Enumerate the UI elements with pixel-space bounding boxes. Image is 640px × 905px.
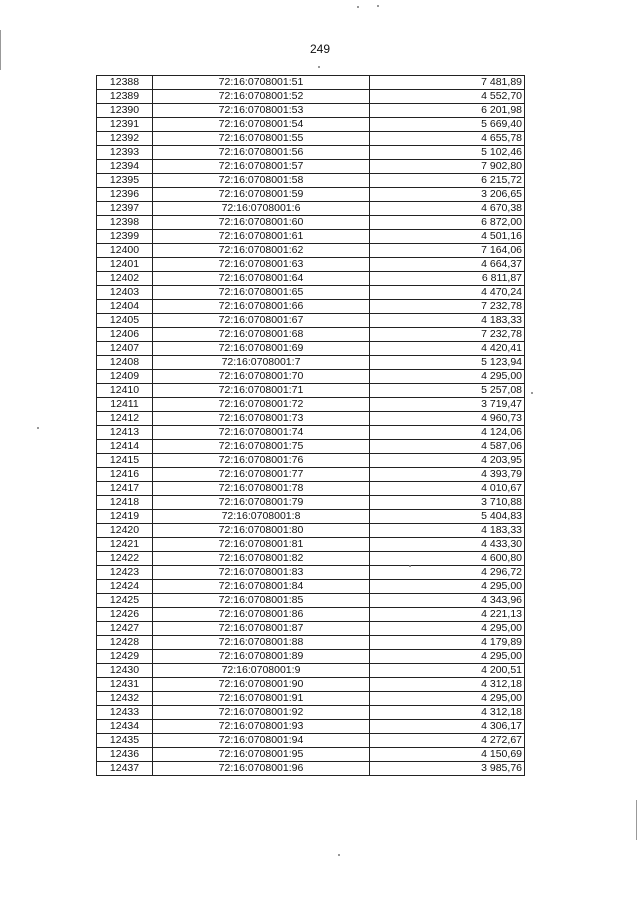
table-row xyxy=(97,664,525,678)
cadastral-number-cell: 72:16:0708001:68 xyxy=(153,328,370,342)
table-row xyxy=(97,496,525,510)
cadastral-number-cell: 72:16:0708001:93 xyxy=(153,720,370,734)
row-number-cell: 12424 xyxy=(97,580,153,594)
table-row xyxy=(97,76,525,90)
table-row xyxy=(97,244,525,258)
cadastral-number-cell: 72:16:0708001:90 xyxy=(153,678,370,692)
value-cell: 4 306,17 xyxy=(370,720,525,734)
row-number-cell: 12429 xyxy=(97,650,153,664)
scan-speck xyxy=(357,6,359,8)
cadastral-number-cell: 72:16:0708001:60 xyxy=(153,216,370,230)
cadastral-number-cell: 72:16:0708001:59 xyxy=(153,188,370,202)
table-row xyxy=(97,692,525,706)
row-number-cell: 12406 xyxy=(97,328,153,342)
cadastral-number-cell: 72:16:0708001:51 xyxy=(153,76,370,90)
row-number-cell: 12436 xyxy=(97,748,153,762)
table-row xyxy=(97,622,525,636)
cadastral-number-cell: 72:16:0708001:86 xyxy=(153,608,370,622)
cadastral-number-cell: 72:16:0708001:82 xyxy=(153,552,370,566)
row-number-cell: 12427 xyxy=(97,622,153,636)
value-cell: 6 201,98 xyxy=(370,104,525,118)
value-cell: 5 102,46 xyxy=(370,146,525,160)
table-row xyxy=(97,384,525,398)
table-row xyxy=(97,300,525,314)
cadastral-number-cell: 72:16:0708001:66 xyxy=(153,300,370,314)
row-number-cell: 12403 xyxy=(97,286,153,300)
cadastral-number-cell: 72:16:0708001:94 xyxy=(153,734,370,748)
row-number-cell: 12398 xyxy=(97,216,153,230)
table-row xyxy=(97,188,525,202)
page-number: 249 xyxy=(309,42,331,56)
value-cell: 4 124,06 xyxy=(370,426,525,440)
cadastral-number-cell: 72:16:0708001:72 xyxy=(153,398,370,412)
table-row xyxy=(97,720,525,734)
value-cell: 5 123,94 xyxy=(370,356,525,370)
value-cell: 4 552,70 xyxy=(370,90,525,104)
row-number-cell: 12411 xyxy=(97,398,153,412)
cadastral-number-cell: 72:16:0708001:77 xyxy=(153,468,370,482)
table-row xyxy=(97,104,525,118)
table-row xyxy=(97,258,525,272)
scan-speck xyxy=(409,565,411,567)
value-cell: 4 960,73 xyxy=(370,412,525,426)
table-row xyxy=(97,482,525,496)
cadastral-number-cell: 72:16:0708001:67 xyxy=(153,314,370,328)
cadastral-number-cell: 72:16:0708001:85 xyxy=(153,594,370,608)
value-cell: 7 232,78 xyxy=(370,328,525,342)
row-number-cell: 12389 xyxy=(97,90,153,104)
row-number-cell: 12426 xyxy=(97,608,153,622)
table-row xyxy=(97,160,525,174)
row-number-cell: 12431 xyxy=(97,678,153,692)
cadastral-number-cell: 72:16:0708001:74 xyxy=(153,426,370,440)
table-row xyxy=(97,468,525,482)
row-number-cell: 12419 xyxy=(97,510,153,524)
row-number-cell: 12423 xyxy=(97,566,153,580)
cadastral-number-cell: 72:16:0708001:70 xyxy=(153,370,370,384)
value-cell: 4 295,00 xyxy=(370,580,525,594)
row-number-cell: 12432 xyxy=(97,692,153,706)
row-number-cell: 12395 xyxy=(97,174,153,188)
row-number-cell: 12421 xyxy=(97,538,153,552)
value-cell: 4 420,41 xyxy=(370,342,525,356)
row-number-cell: 12401 xyxy=(97,258,153,272)
value-cell: 4 183,33 xyxy=(370,524,525,538)
cadastral-number-cell: 72:16:0708001:79 xyxy=(153,496,370,510)
cadastral-number-cell: 72:16:0708001:65 xyxy=(153,286,370,300)
value-cell: 7 902,80 xyxy=(370,160,525,174)
row-number-cell: 12402 xyxy=(97,272,153,286)
table-row xyxy=(97,286,525,300)
value-cell: 3 719,47 xyxy=(370,398,525,412)
table-row xyxy=(97,608,525,622)
row-number-cell: 12428 xyxy=(97,636,153,650)
value-cell: 6 811,87 xyxy=(370,272,525,286)
table-row xyxy=(97,706,525,720)
cadastral-number-cell: 72:16:0708001:91 xyxy=(153,692,370,706)
cadastral-number-cell: 72:16:0708001:89 xyxy=(153,650,370,664)
row-number-cell: 12433 xyxy=(97,706,153,720)
cadastral-number-cell: 72:16:0708001:84 xyxy=(153,580,370,594)
value-cell: 5 257,08 xyxy=(370,384,525,398)
value-cell: 4 295,00 xyxy=(370,370,525,384)
table-row xyxy=(97,440,525,454)
value-cell: 4 343,96 xyxy=(370,594,525,608)
scan-speck xyxy=(37,427,39,429)
table-row xyxy=(97,552,525,566)
cadastral-number-cell: 72:16:0708001:62 xyxy=(153,244,370,258)
value-cell: 4 312,18 xyxy=(370,706,525,720)
value-cell: 4 295,00 xyxy=(370,622,525,636)
value-cell: 4 272,67 xyxy=(370,734,525,748)
value-cell: 4 221,13 xyxy=(370,608,525,622)
value-cell: 4 655,78 xyxy=(370,132,525,146)
cadastral-number-cell: 72:16:0708001:76 xyxy=(153,454,370,468)
cadastral-number-cell: 72:16:0708001:61 xyxy=(153,230,370,244)
table-row xyxy=(97,594,525,608)
row-number-cell: 12415 xyxy=(97,454,153,468)
value-cell: 6 215,72 xyxy=(370,174,525,188)
cadastral-number-cell: 72:16:0708001:53 xyxy=(153,104,370,118)
cadastral-number-cell: 72:16:0708001:64 xyxy=(153,272,370,286)
row-number-cell: 12388 xyxy=(97,76,153,90)
row-number-cell: 12405 xyxy=(97,314,153,328)
cadastral-number-cell: 72:16:0708001:83 xyxy=(153,566,370,580)
table-row xyxy=(97,356,525,370)
row-number-cell: 12399 xyxy=(97,230,153,244)
table-row xyxy=(97,678,525,692)
table-row xyxy=(97,342,525,356)
value-cell: 4 203,95 xyxy=(370,454,525,468)
cadastral-number-cell: 72:16:0708001:87 xyxy=(153,622,370,636)
row-number-cell: 12394 xyxy=(97,160,153,174)
data-table xyxy=(96,75,525,776)
value-cell: 4 433,30 xyxy=(370,538,525,552)
row-number-cell: 12430 xyxy=(97,664,153,678)
row-number-cell: 12400 xyxy=(97,244,153,258)
row-number-cell: 12422 xyxy=(97,552,153,566)
value-cell: 4 501,16 xyxy=(370,230,525,244)
scan-speck xyxy=(318,66,320,68)
cadastral-number-cell: 72:16:0708001:71 xyxy=(153,384,370,398)
table-row xyxy=(97,580,525,594)
scan-edge-line xyxy=(0,30,1,70)
cadastral-number-cell: 72:16:0708001:55 xyxy=(153,132,370,146)
value-cell: 7 232,78 xyxy=(370,300,525,314)
row-number-cell: 12392 xyxy=(97,132,153,146)
value-cell: 4 670,38 xyxy=(370,202,525,216)
table-row xyxy=(97,748,525,762)
value-cell: 4 200,51 xyxy=(370,664,525,678)
value-cell: 3 206,65 xyxy=(370,188,525,202)
row-number-cell: 12425 xyxy=(97,594,153,608)
table-row xyxy=(97,216,525,230)
row-number-cell: 12435 xyxy=(97,734,153,748)
table-row xyxy=(97,314,525,328)
value-cell: 4 295,00 xyxy=(370,692,525,706)
cadastral-number-cell: 72:16:0708001:95 xyxy=(153,748,370,762)
cadastral-number-cell: 72:16:0708001:73 xyxy=(153,412,370,426)
table-row xyxy=(97,734,525,748)
table-row xyxy=(97,370,525,384)
row-number-cell: 12412 xyxy=(97,412,153,426)
row-number-cell: 12397 xyxy=(97,202,153,216)
cadastral-number-cell: 72:16:0708001:56 xyxy=(153,146,370,160)
table-row xyxy=(97,650,525,664)
cadastral-number-cell: 72:16:0708001:58 xyxy=(153,174,370,188)
table-row xyxy=(97,412,525,426)
table-row xyxy=(97,398,525,412)
row-number-cell: 12393 xyxy=(97,146,153,160)
table-row xyxy=(97,146,525,160)
scan-speck xyxy=(338,854,340,856)
table-row xyxy=(97,566,525,580)
cadastral-number-cell: 72:16:0708001:96 xyxy=(153,762,370,776)
row-number-cell: 12416 xyxy=(97,468,153,482)
row-number-cell: 12390 xyxy=(97,104,153,118)
table-row xyxy=(97,272,525,286)
row-number-cell: 12413 xyxy=(97,426,153,440)
row-number-cell: 12434 xyxy=(97,720,153,734)
value-cell: 5 669,40 xyxy=(370,118,525,132)
value-cell: 4 010,67 xyxy=(370,482,525,496)
cadastral-number-cell: 72:16:0708001:92 xyxy=(153,706,370,720)
cadastral-number-cell: 72:16:0708001:7 xyxy=(153,356,370,370)
table-row xyxy=(97,524,525,538)
table-row xyxy=(97,454,525,468)
value-cell: 4 587,06 xyxy=(370,440,525,454)
table-row xyxy=(97,132,525,146)
cadastral-number-cell: 72:16:0708001:81 xyxy=(153,538,370,552)
table-row xyxy=(97,426,525,440)
row-number-cell: 12408 xyxy=(97,356,153,370)
value-cell: 4 296,72 xyxy=(370,566,525,580)
cadastral-number-cell: 72:16:0708001:57 xyxy=(153,160,370,174)
value-cell: 3 985,76 xyxy=(370,762,525,776)
cadastral-number-cell: 72:16:0708001:80 xyxy=(153,524,370,538)
value-cell: 4 664,37 xyxy=(370,258,525,272)
row-number-cell: 12417 xyxy=(97,482,153,496)
scan-speck xyxy=(531,392,533,394)
value-cell: 4 179,89 xyxy=(370,636,525,650)
cadastral-number-cell: 72:16:0708001:75 xyxy=(153,440,370,454)
value-cell: 5 404,83 xyxy=(370,510,525,524)
table-row xyxy=(97,762,525,776)
table-row xyxy=(97,230,525,244)
cadastral-number-cell: 72:16:0708001:9 xyxy=(153,664,370,678)
value-cell: 4 150,69 xyxy=(370,748,525,762)
table-row xyxy=(97,510,525,524)
cadastral-number-cell: 72:16:0708001:6 xyxy=(153,202,370,216)
cadastral-number-cell: 72:16:0708001:54 xyxy=(153,118,370,132)
table-row xyxy=(97,636,525,650)
row-number-cell: 12391 xyxy=(97,118,153,132)
row-number-cell: 12420 xyxy=(97,524,153,538)
cadastral-number-cell: 72:16:0708001:78 xyxy=(153,482,370,496)
scan-edge-line xyxy=(636,800,637,840)
cadastral-number-cell: 72:16:0708001:63 xyxy=(153,258,370,272)
value-cell: 4 470,24 xyxy=(370,286,525,300)
table-row xyxy=(97,202,525,216)
row-number-cell: 12396 xyxy=(97,188,153,202)
value-cell: 4 393,79 xyxy=(370,468,525,482)
cadastral-number-cell: 72:16:0708001:69 xyxy=(153,342,370,356)
row-number-cell: 12409 xyxy=(97,370,153,384)
cadastral-number-cell: 72:16:0708001:52 xyxy=(153,90,370,104)
table-row xyxy=(97,328,525,342)
row-number-cell: 12418 xyxy=(97,496,153,510)
scan-speck xyxy=(377,5,379,7)
value-cell: 7 164,06 xyxy=(370,244,525,258)
row-number-cell: 12414 xyxy=(97,440,153,454)
row-number-cell: 12410 xyxy=(97,384,153,398)
row-number-cell: 12437 xyxy=(97,762,153,776)
row-number-cell: 12407 xyxy=(97,342,153,356)
table-row xyxy=(97,118,525,132)
value-cell: 4 600,80 xyxy=(370,552,525,566)
cadastral-number-cell: 72:16:0708001:88 xyxy=(153,636,370,650)
table-row xyxy=(97,538,525,552)
table-row xyxy=(97,174,525,188)
value-cell: 4 312,18 xyxy=(370,678,525,692)
value-cell: 3 710,88 xyxy=(370,496,525,510)
table-body xyxy=(97,76,525,776)
cadastral-number-cell: 72:16:0708001:8 xyxy=(153,510,370,524)
value-cell: 7 481,89 xyxy=(370,76,525,90)
value-cell: 4 295,00 xyxy=(370,650,525,664)
value-cell: 4 183,33 xyxy=(370,314,525,328)
table-row xyxy=(97,90,525,104)
value-cell: 6 872,00 xyxy=(370,216,525,230)
row-number-cell: 12404 xyxy=(97,300,153,314)
